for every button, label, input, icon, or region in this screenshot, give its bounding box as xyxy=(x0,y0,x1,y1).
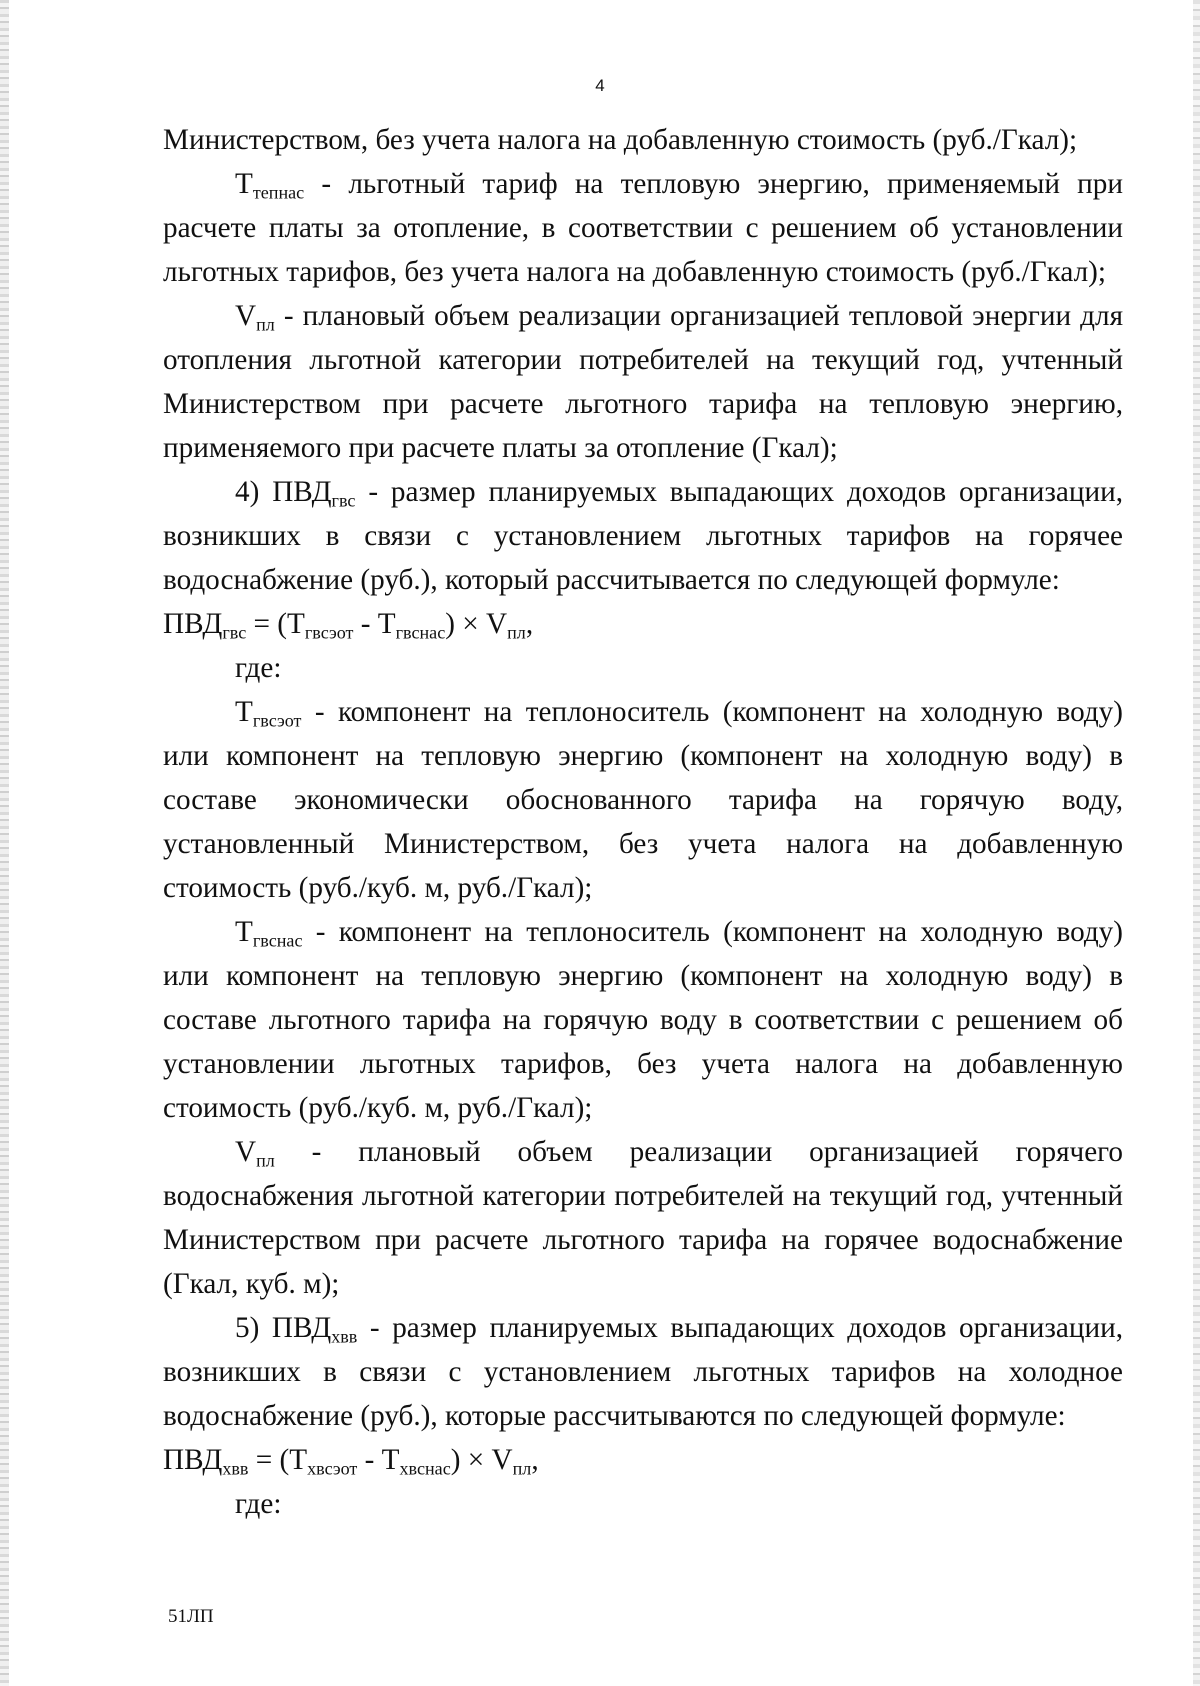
paragraph-continuation: Министерством, без учета налога на добавленную стоимость (руб./Гкал); xyxy=(163,124,1078,156)
paragraph-v-pl-hot-water: $V_{пл}$ - плановый объем реализации организацией горячего водоснабжения льготной категории потребителей на текущий год, учтенный Министерством при расчете льготного тарифа на горячее водоснабжение (Гкал, куб. м); xyxy=(163,1136,1123,1300)
paragraph-t-gvsnas: $Т_{гвснас}$ - компонент на теплоноситель (компонент на холодную воду) или компонент на тепловую энергию (компонент на холодную воду) в составе льготного тарифа на горячую воду в соответствии с решением об установлении льготных тарифов, без учета налога на добавленную стоимость (руб./куб. м, руб./Гкал); xyxy=(163,916,1123,1124)
where-label-1: где: xyxy=(235,652,282,684)
paragraph-t-gvseot: $Т_{гвсэот}$ - компонент на теплоноситель (компонент на холодную воду) или компонент на тепловую энергию (компонент на холодную воду) в составе экономически обоснованного тарифа на горячую воду, установленный Министерством, без учета налога на добавленную стоимость (руб./куб. м, руб./Гкал); xyxy=(163,696,1123,904)
formula-pvd-hvv: $ПВД_{хвв} = (Т_{хвсэот} - Т_{хвснас}) \times V_{пл}$, xyxy=(163,1444,539,1479)
scan-right-edge xyxy=(1193,0,1200,1686)
page-number: 4 xyxy=(595,76,605,95)
footer-document-code: 51ЛП xyxy=(168,1606,214,1627)
document-body xyxy=(163,118,1123,1526)
formula-pvd-gvs: $ПВД_{гвс} = (Т_{гвсэот} - Т_{гвснас}) \times V_{пл}$, xyxy=(163,608,534,643)
paragraph-v-pl-heating: $V_{пл}$ - плановый объем реализации организацией тепловой энергии для отопления льготной категории потребителей на текущий год, учтенный Министерством при расчете льготного тарифа на тепловую энергию, применяемого при расчете платы за отопление (Гкал); xyxy=(163,300,1123,464)
paragraph-t-tepnas: $Т_{тепнас}$ - льготный тариф на тепловую энергию, применяемый при расчете платы за отопление, в соответствии с решением об установлении льготных тарифов, без учета налога на добавленную стоимость (руб./Гкал); xyxy=(163,168,1123,288)
paragraph-item-5: 5) $ПВД_{хвв}$ - размер планируемых выпадающих доходов организации, возникших в связи с установлением льготных тарифов на холодное водоснабжение (руб.), которые рассчитываются по следующей формуле: xyxy=(163,1312,1123,1432)
where-label-2: где: xyxy=(235,1488,282,1520)
scan-left-edge xyxy=(0,0,9,1686)
paragraph-item-4: 4) $ПВД_{гвс}$ - размер планируемых выпадающих доходов организации, возникших в связи с установлением льготных тарифов на горячее водоснабжение (руб.), который рассчитывается по следующей формуле: xyxy=(163,476,1123,596)
